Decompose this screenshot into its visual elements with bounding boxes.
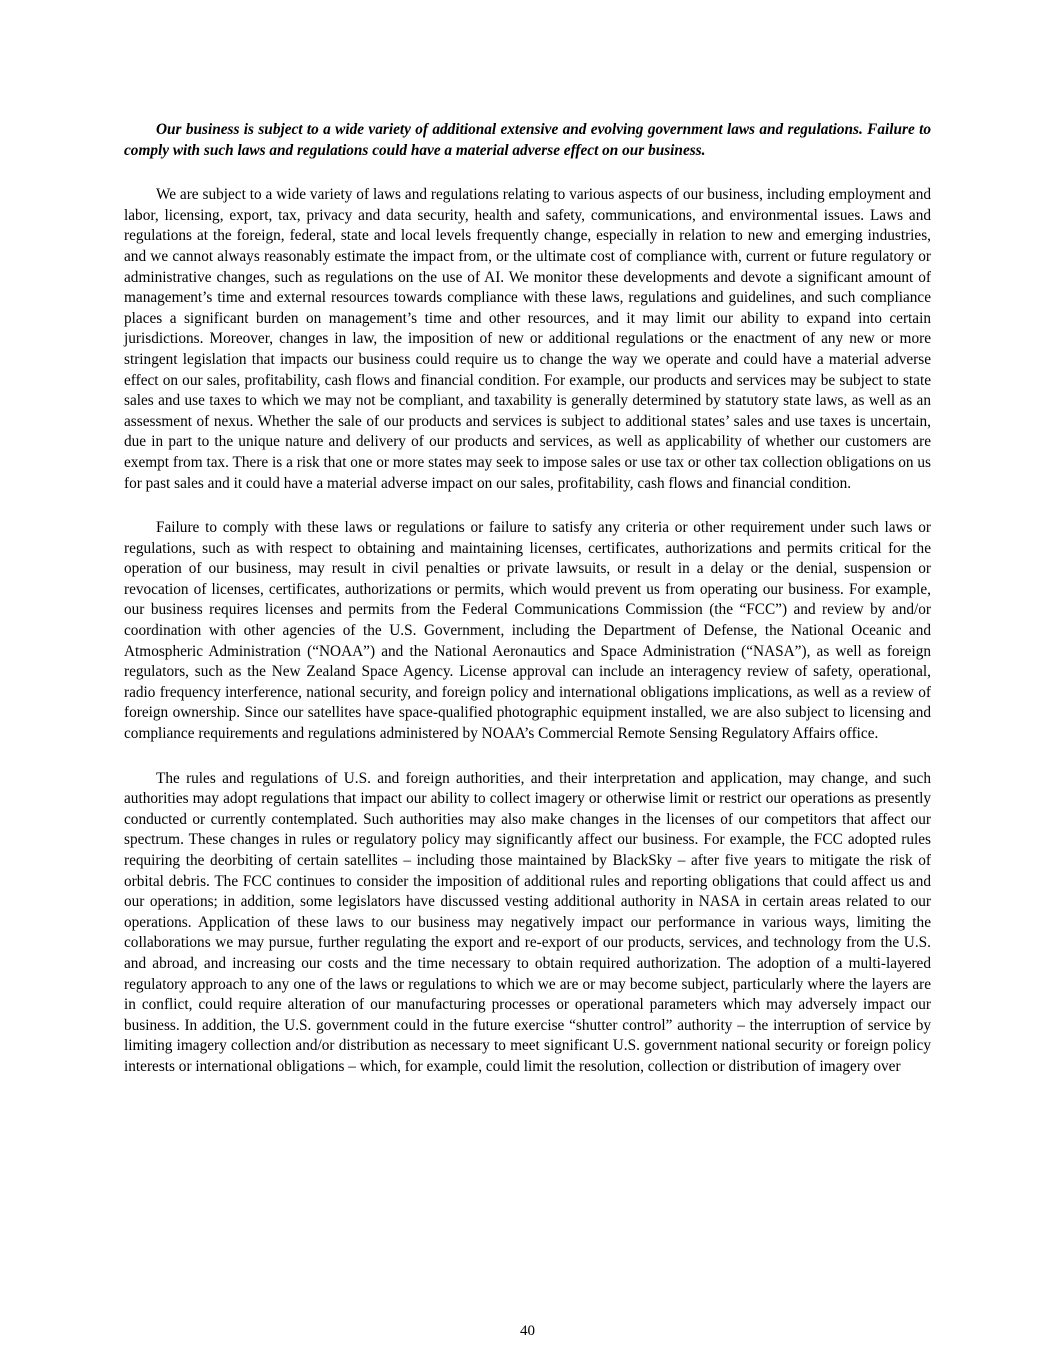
body-paragraph-1: We are subject to a wide variety of laws and regulations relating to various aspects of our business, including employment and labor, licensing, export, tax, privacy and data security, health and safety, communications, and environmental issues. Laws and regulations at the foreign, federal, state and local levels frequently change, especially in relation to new and emerging industries, and we cannot always reasonably estimate the impact from, or the ultimate cost of compliance with, current or future regulatory or administrative changes, such as regulations on the use of AI. We monitor these developments and devote a significant amount of management’s time and external resources towards compliance with these laws, regulations and guidelines, and such compliance places a significant burden on management’s time and other resources, and it may limit our ability to expand into certain jurisdictions. Moreover, changes in law, the imposition of new or additional regulations or the enactment of any new or more stringent legislation that impacts our business could require us to change the way we operate and could have a material adverse effect on our sales, profitability, cash flows and financial condition. For example, our products and services may be subject to state sales and use taxes to which we may not be compliant, and taxability is generally determined by statutory state laws, as well as an assessment of nexus. Whether the sale of our products and services is subject to additional states’ sales and use taxes is uncertain, due in part to the unique nature and delivery of our products and services, as well as applicability of whether our customers are exempt from tax. There is a risk that one or more states may seek to impose sales or use tax or other tax collection obligations on us for past sales and it could have a material adverse impact on our sales, profitability, cash flows and financial condition. bbox=[124, 186, 931, 492]
page-content bbox=[124, 120, 931, 1102]
risk-factor-heading: Our business is subject to a wide variety of additional extensive and evolving government laws and regulations. Failure to comply with such laws and regulations could have a material adverse effect on our business. bbox=[124, 121, 931, 159]
page-number: 40 bbox=[520, 1323, 535, 1339]
body-paragraph-2: Failure to comply with these laws or regulations or failure to satisfy any criteria or other requirement under such laws or regulations, such as with respect to obtaining and maintaining licenses, certificates, authorizations and permits critical for the operation of our business, may result in civil penalties or private lawsuits, or result in a delay or the denial, suspension or revocation of licenses, certificates, authorizations or permits, which would prevent us from operating our business. For example, our business requires licenses and permits from the Federal Communications Commission (the “FCC”) and review by and/or coordination with other agencies of the U.S. Government, including the Department of Defense, the National Oceanic and Atmospheric Administration (“NOAA”) and the National Aeronautics and Space Administration (“NASA”), as well as foreign regulators, such as the New Zealand Space Agency. License approval can include an interagency review of safety, operational, radio frequency interference, national security, and foreign policy and international obligations implications, as well as a review of foreign ownership. Since our satellites have space-qualified photographic equipment installed, we are also subject to licensing and compliance requirements and regulations administered by NOAA’s Commercial Remote Sensing Regulatory Affairs office. bbox=[124, 519, 931, 743]
body-paragraph-3: The rules and regulations of U.S. and foreign authorities, and their interpretation and application, may change, and such authorities may adopt regulations that impact our ability to collect imagery or otherwise limit or restrict our operations as presently conducted or currently contemplated. Such authorities may also make changes in the licenses of our competitors that affect our spectrum. These changes in rules or regulatory policy may significantly affect our business. For example, the FCC adopted rules requiring the deorbiting of certain satellites – including those maintained by BlackSky – after five years to mitigate the risk of orbital debris. The FCC continues to consider the imposition of additional rules and reporting obligations that could affect us and our operations; in addition, some legislators have discussed vesting additional authority in NASA in certain areas related to our operations. Application of these laws to our business may negatively impact our performance in various ways, limiting the collaborations we may pursue, further regulating the export and re-export of our products, services, and technology from the U.S. and abroad, and increasing our costs and the time necessary to obtain required authorization. The adoption of a multi-layered regulatory approach to any one of the laws or regulations to which we are or may become subject, particularly where the layers are in conflict, could require alteration of our manufacturing processes or operational parameters which may adversely impact our business. In addition, the U.S. government could in the future exercise “shutter control” authority – the interruption of service by limiting imagery collection and/or distribution as necessary to meet significant U.S. government national security or foreign policy interests or international obligations – which, for example, could limit the resolution, collection or distribution of imagery over bbox=[124, 769, 931, 1075]
